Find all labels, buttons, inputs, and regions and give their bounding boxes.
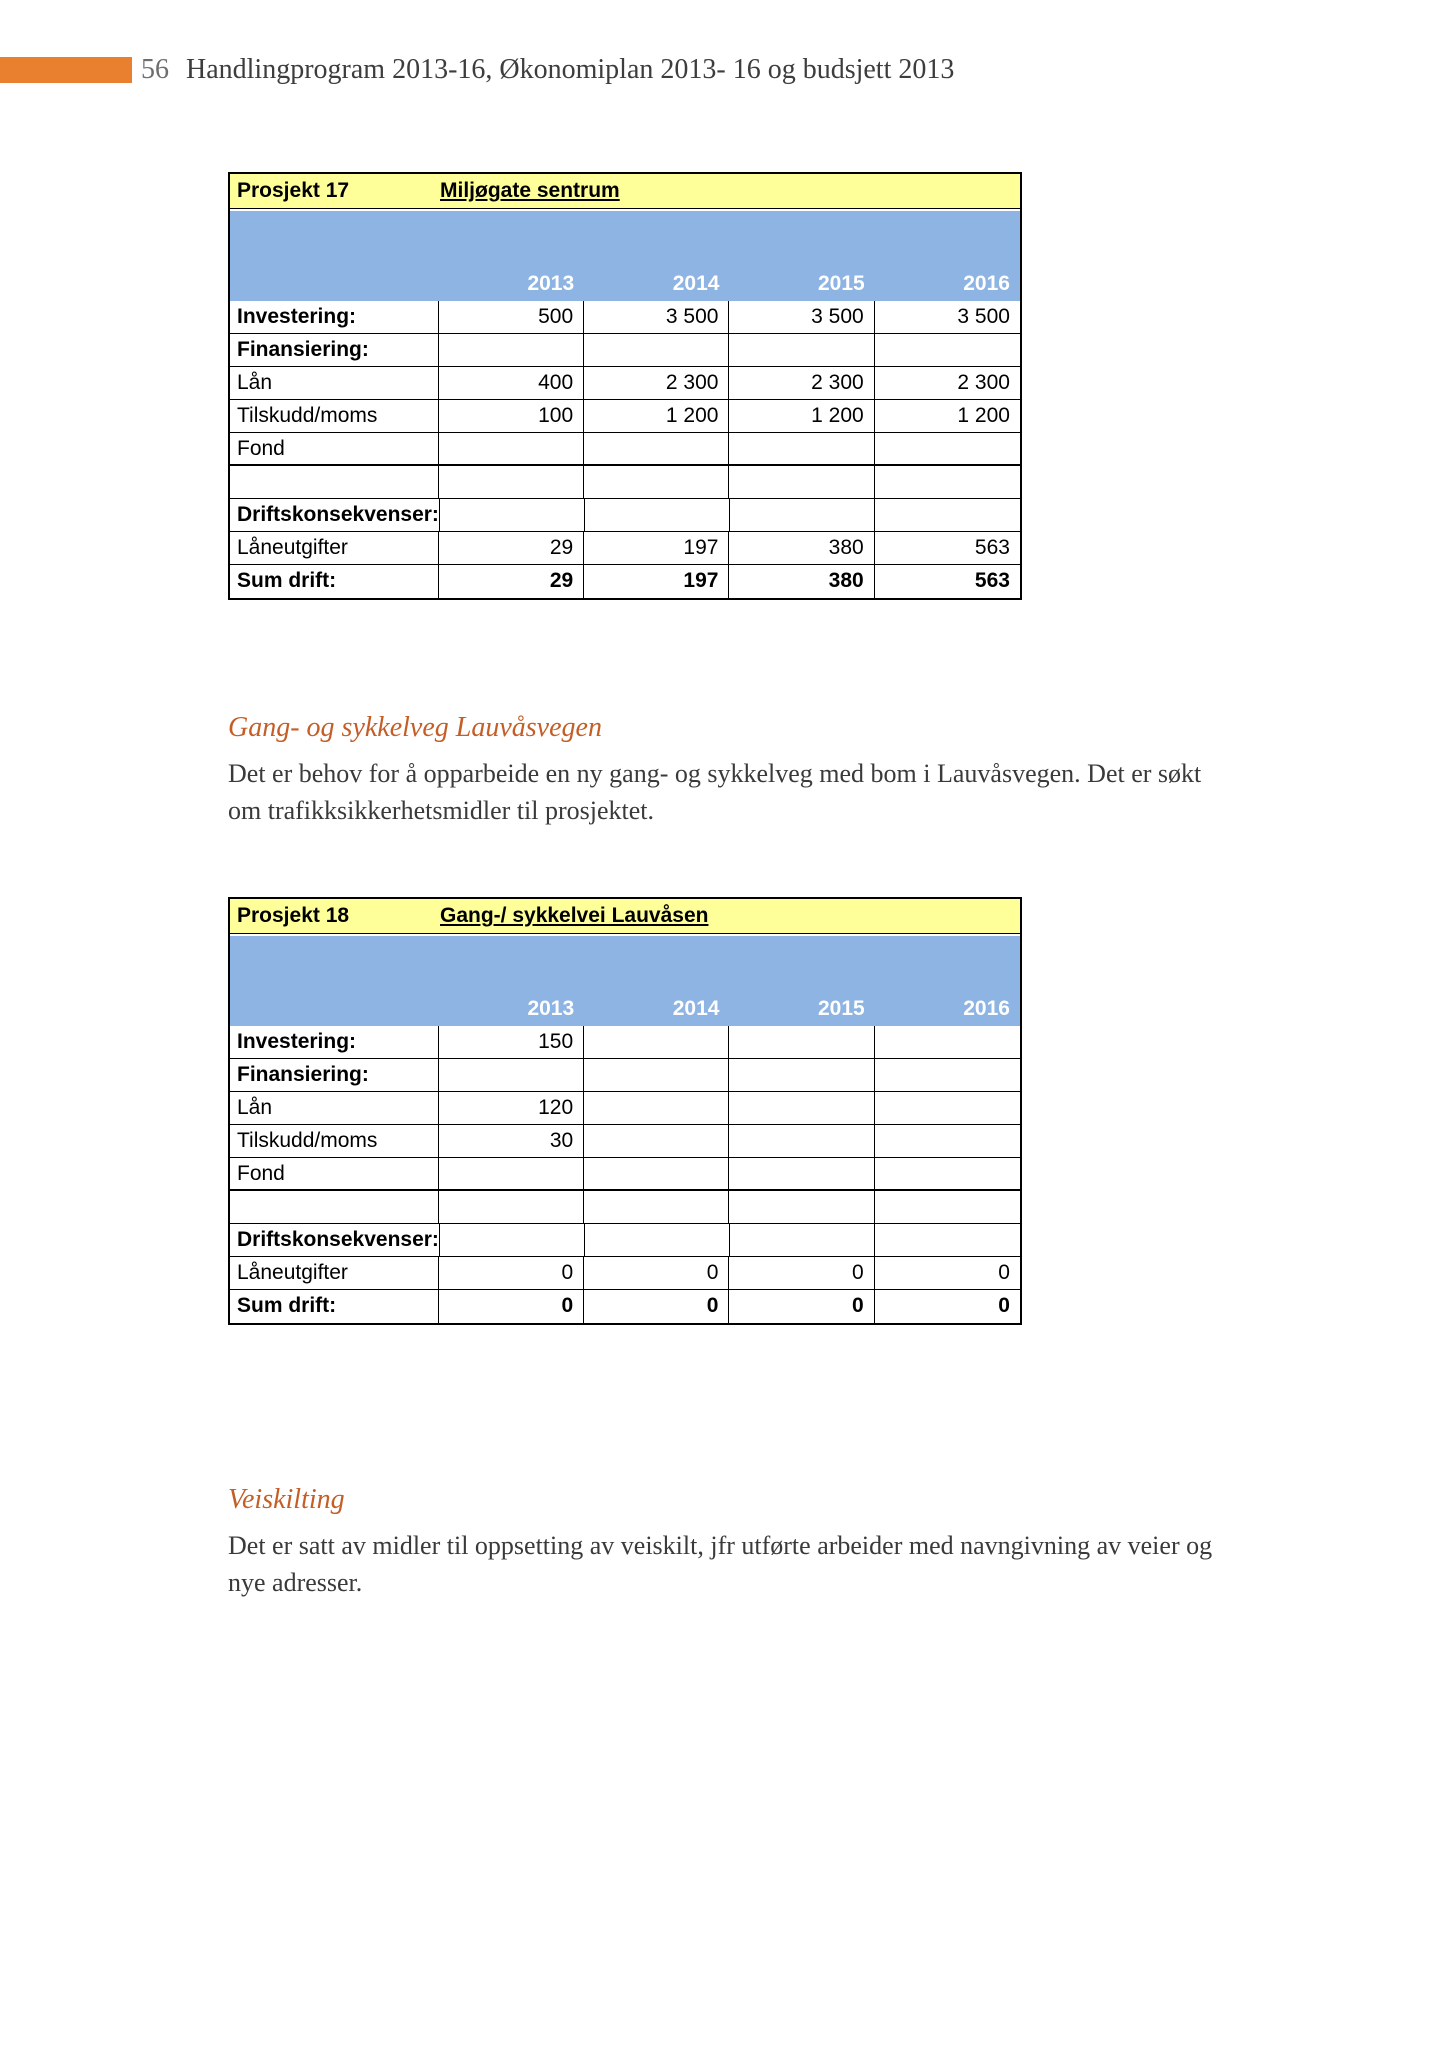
year-row-spacer (230, 992, 439, 1026)
value-cell (439, 334, 584, 366)
value-cell (585, 1224, 730, 1256)
value-cell: 500 (439, 301, 584, 333)
value-cell (729, 1092, 874, 1124)
table-row (230, 301, 1020, 334)
value-cell: 120 (439, 1092, 584, 1124)
value-cell (585, 499, 730, 531)
value-cell: 2 300 (957, 371, 1010, 394)
value-cell (875, 499, 1020, 531)
year-header-cell: 2016 (963, 272, 1010, 295)
value-cell (584, 1125, 729, 1157)
spreadsheet-table (228, 172, 1022, 600)
value-cell (729, 334, 874, 366)
value-cell (875, 334, 1020, 366)
value-cell (875, 1224, 1020, 1256)
value-cell (584, 1026, 729, 1058)
value-cell: 3 500 (957, 305, 1010, 328)
row-label-cell: Fond (230, 1158, 439, 1189)
value-cell (440, 499, 585, 531)
value-cell (729, 466, 874, 498)
row-label-cell: Lån (230, 367, 439, 399)
value-cell: 0 (998, 1261, 1010, 1284)
value-cell: 380 (729, 532, 874, 564)
value-cell (875, 1026, 1020, 1058)
table-row (230, 532, 1020, 565)
table-row (230, 1092, 1020, 1125)
table-row (230, 1224, 1020, 1257)
row-label-cell: Tilskudd/moms (230, 1125, 439, 1157)
value-cell (729, 1125, 874, 1157)
value-cell: 30 (439, 1125, 584, 1157)
value-cell (875, 1191, 1020, 1223)
value-cell (730, 1224, 875, 1256)
value-cell: 0 (729, 1290, 874, 1323)
value-cell (875, 466, 1020, 498)
value-cell (730, 499, 875, 531)
value-cell: 1 200 (584, 400, 729, 432)
value-cell: 2 300 (729, 367, 874, 399)
value-cell (875, 1059, 1020, 1091)
table-row (230, 499, 1020, 532)
table-year-row (230, 992, 1020, 1026)
page-header-title: Handlingprogram 2013-16, Økonomiplan 2013- 16 og budsjett 2013 (186, 54, 955, 85)
row-label-cell: Finansiering: (230, 1059, 439, 1091)
table-year-band (230, 209, 1020, 301)
row-label-cell: Låneutgifter (230, 1257, 439, 1289)
value-cell (729, 1059, 874, 1091)
row-label-cell: Sum drift: (230, 1290, 439, 1323)
table-row (230, 367, 1020, 400)
year-header-cell: 2015 (817, 272, 865, 295)
section-body: Det er behov for å opparbeide en ny gang- og sykkelveg med bom i Lauvåsvegen. Det er søkt om trafikksikkerhetsmidler til prosjektet. (228, 759, 1202, 825)
value-cell (584, 1092, 729, 1124)
value-cell (584, 334, 729, 366)
value-cell (729, 433, 874, 464)
page-header (0, 54, 1448, 88)
row-label-cell (230, 466, 439, 498)
page-number: 56 (141, 54, 169, 85)
row-label-cell: Fond (230, 433, 439, 464)
table-body (230, 1026, 1020, 1323)
value-cell: 29 (439, 532, 584, 564)
value-cell (439, 433, 584, 464)
value-cell (584, 1158, 729, 1189)
value-cell (584, 1191, 729, 1223)
value-cell (440, 1224, 585, 1256)
value-cell: 0 (584, 1290, 729, 1323)
value-cell (875, 433, 1020, 464)
value-cell (439, 1158, 584, 1189)
table-row (230, 1257, 1020, 1290)
table-year-row (230, 267, 1020, 301)
value-cell (875, 1125, 1020, 1157)
row-label-cell: Lån (230, 1092, 439, 1124)
table-row (230, 1158, 1020, 1191)
row-label-cell (230, 1191, 439, 1223)
row-label-cell: Driftskonsekvenser: (230, 1224, 440, 1256)
row-label-cell: Sum drift: (230, 565, 439, 598)
value-cell: 0 (729, 1257, 874, 1289)
value-cell (875, 1158, 1020, 1189)
table-project-title: Miljøgate sentrum (440, 179, 620, 202)
table-row (230, 1026, 1020, 1059)
row-label-cell: Investering: (230, 301, 439, 333)
value-cell: 3 500 (584, 301, 729, 333)
year-header-cell: 2016 (963, 997, 1010, 1020)
table-row (230, 1125, 1020, 1158)
value-cell: 0 (439, 1290, 584, 1323)
year-header-cell: 2013 (527, 272, 575, 295)
value-cell: 0 (584, 1257, 729, 1289)
row-label-cell: Investering: (230, 1026, 439, 1058)
table-project-label: Prosjekt 18 (237, 904, 350, 927)
value-cell (729, 1026, 874, 1058)
value-cell (729, 1191, 874, 1223)
value-cell: 563 (974, 569, 1010, 592)
table-title-row (230, 899, 1020, 934)
section-heading: Gang- og sykkelveg Lauvåsvegen (228, 712, 602, 743)
row-label-cell: Driftskonsekvenser: (230, 499, 440, 531)
spreadsheet-table (228, 897, 1022, 1325)
value-cell (439, 466, 584, 498)
value-cell: 197 (584, 532, 729, 564)
table-row (230, 565, 1020, 598)
value-cell (439, 1191, 584, 1223)
value-cell: 29 (439, 565, 584, 598)
row-label-cell: Låneutgifter (230, 532, 439, 564)
value-cell (584, 466, 729, 498)
value-cell: 1 200 (957, 404, 1010, 427)
value-cell: 150 (439, 1026, 584, 1058)
value-cell: 100 (439, 400, 584, 432)
value-cell: 3 500 (729, 301, 874, 333)
table-row (230, 334, 1020, 367)
row-label-cell: Tilskudd/moms (230, 400, 439, 432)
header-accent-bar (0, 57, 132, 83)
year-row-spacer (230, 267, 439, 301)
value-cell (439, 1059, 584, 1091)
table-row (230, 466, 1020, 499)
value-cell (584, 1059, 729, 1091)
value-cell: 0 (439, 1257, 584, 1289)
table-row (230, 1059, 1020, 1092)
table-row (230, 1191, 1020, 1224)
value-cell: 400 (439, 367, 584, 399)
table-body (230, 301, 1020, 598)
year-header-cell: 2015 (817, 997, 865, 1020)
table-row (230, 433, 1020, 466)
table-title-row (230, 174, 1020, 209)
value-cell: 197 (584, 565, 729, 598)
project-table-18-container (228, 897, 1022, 1325)
row-label-cell: Finansiering: (230, 334, 439, 366)
value-cell: 563 (974, 536, 1010, 559)
section-heading: Veiskilting (228, 1484, 345, 1515)
value-cell: 380 (729, 565, 874, 598)
table-project-label: Prosjekt 17 (237, 179, 350, 202)
value-cell (875, 1092, 1020, 1124)
section-body: Det er satt av midler til oppsetting av veiskilt, jfr utførte arbeider med navngivning av veier og nye adresser. (228, 1531, 1213, 1597)
value-cell (584, 433, 729, 464)
value-cell: 0 (998, 1294, 1010, 1317)
value-cell (729, 1158, 874, 1189)
table-project-title: Gang-/ sykkelvei Lauvåsen (440, 904, 709, 927)
section-gang-og-sykkelveg (228, 712, 1223, 830)
value-cell: 1 200 (729, 400, 874, 432)
year-header-cell: 2014 (672, 997, 720, 1020)
table-row (230, 1290, 1020, 1323)
value-cell: 2 300 (584, 367, 729, 399)
year-header-cell: 2013 (527, 997, 575, 1020)
year-header-cell: 2014 (672, 272, 720, 295)
project-table-17-container (228, 172, 1022, 600)
table-row (230, 400, 1020, 433)
section-veiskilting (228, 1484, 1223, 1602)
table-year-band (230, 934, 1020, 1026)
